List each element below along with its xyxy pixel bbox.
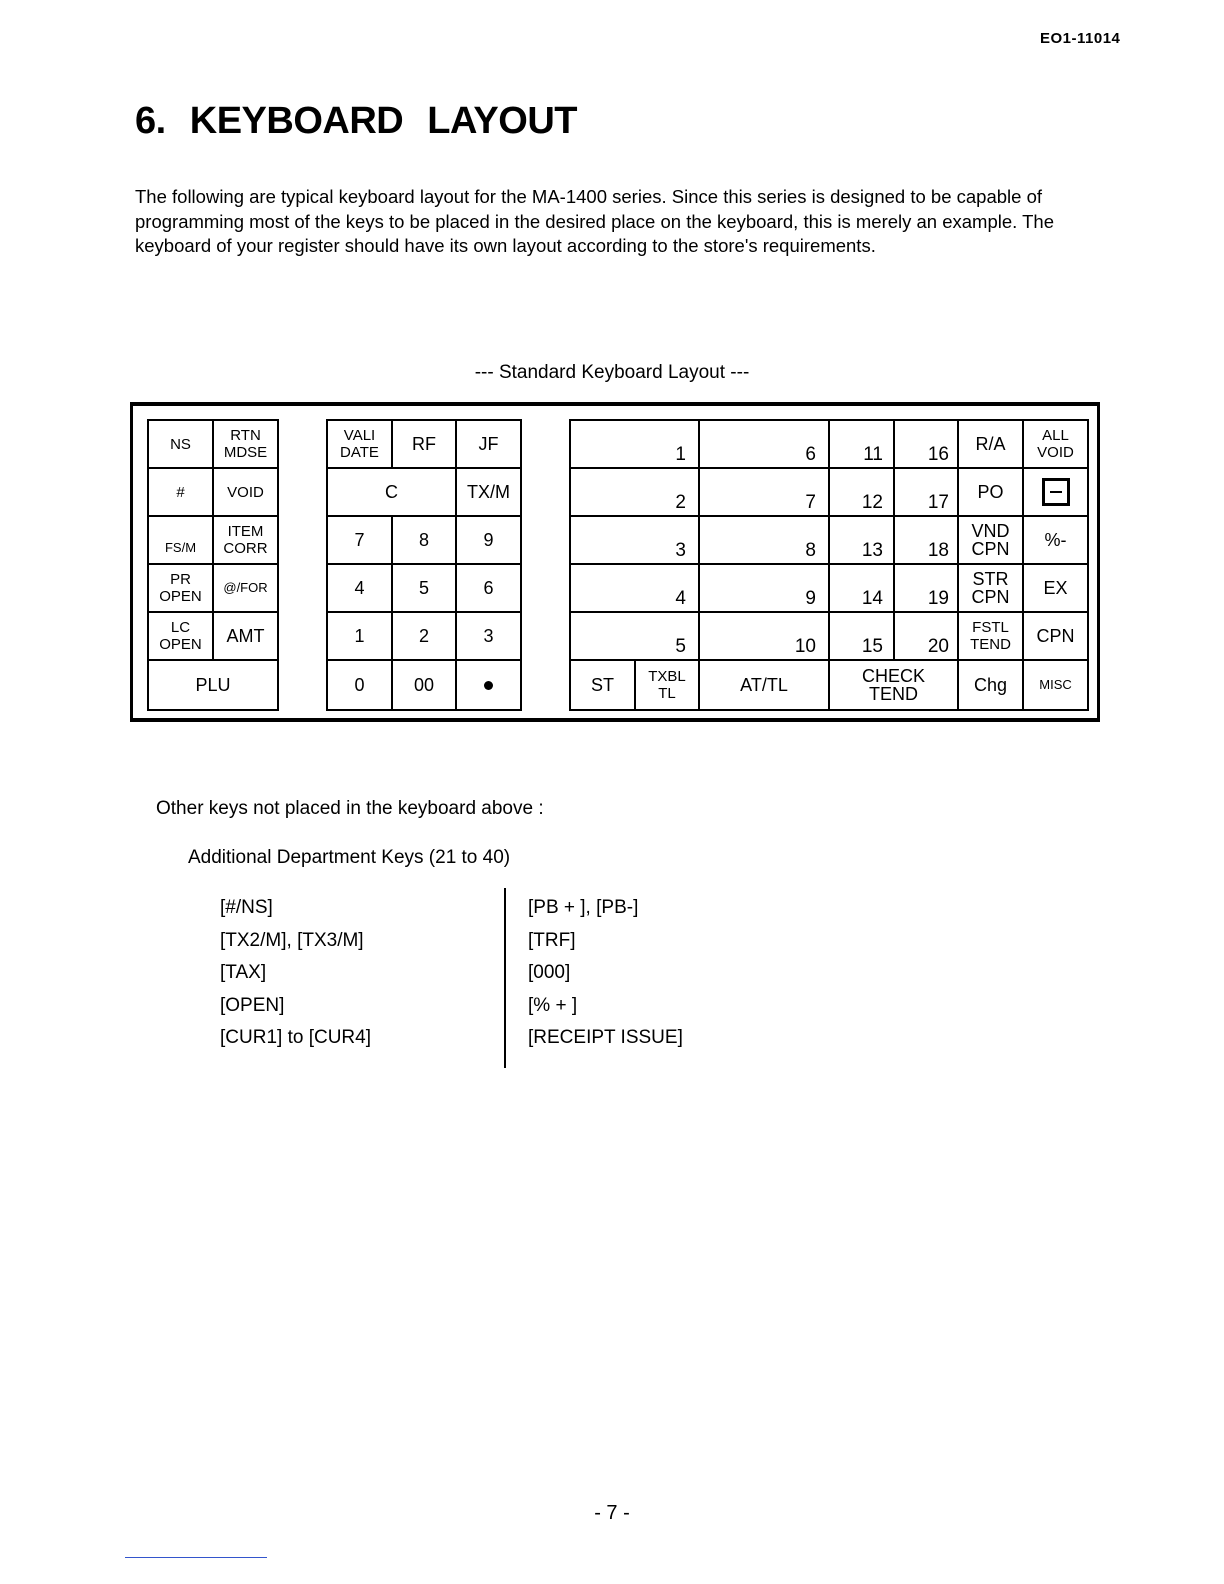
key-label: 14 <box>861 588 883 609</box>
dept-key-4[interactable] <box>569 563 700 613</box>
key-8[interactable] <box>391 515 457 565</box>
dept-key-9[interactable] <box>698 563 830 613</box>
key-00[interactable] <box>391 659 457 711</box>
key-fstl-tend[interactable] <box>957 611 1024 661</box>
key-label: 9 <box>805 588 816 609</box>
key-c[interactable] <box>326 467 457 517</box>
key-0[interactable] <box>326 659 393 711</box>
key-at-tl[interactable] <box>698 659 830 711</box>
key-vnd-cpn[interactable] <box>957 515 1024 565</box>
additional-dept-keys-label: Additional Department Keys (21 to 40) <box>188 847 511 868</box>
dept-key-11[interactable] <box>828 419 895 469</box>
key-label: 00 <box>413 675 435 695</box>
list-item: [RECEIPT ISSUE] <box>528 1027 683 1048</box>
key-label: 1 <box>675 444 686 465</box>
key-label: 4 <box>675 588 686 609</box>
other-keys-list-right <box>528 897 683 1060</box>
key-st[interactable] <box>569 659 636 711</box>
key-decimal-point[interactable] <box>455 659 522 711</box>
key-label: 19 <box>927 588 949 609</box>
key-label-line1: STR <box>972 569 1009 589</box>
key-label: 8 <box>805 540 816 561</box>
dept-key-18[interactable] <box>893 515 959 565</box>
key-label: MISC <box>1039 677 1072 692</box>
key-label: CPN <box>1036 626 1075 646</box>
list-item: [TX2/M], [TX3/M] <box>220 929 364 951</box>
key-label-line2: OPEN <box>159 636 202 653</box>
key-label-line1: ITEM <box>227 523 264 540</box>
dept-key-10[interactable] <box>698 611 830 661</box>
dept-key-1[interactable] <box>569 419 700 469</box>
key-label: JF <box>478 434 499 454</box>
key-label: EX <box>1043 578 1068 598</box>
key-po[interactable] <box>957 467 1024 517</box>
key-label-line1: TXBL <box>648 668 686 685</box>
key-label: 2 <box>675 492 686 513</box>
key-label: NS <box>170 435 191 453</box>
key-7[interactable] <box>326 515 393 565</box>
key-2[interactable] <box>391 611 457 661</box>
dept-key-13[interactable] <box>828 515 895 565</box>
key-label-line1: FSTL <box>972 619 1009 636</box>
list-item: [PB + ], [PB-] <box>528 897 639 918</box>
key-label: TX/M <box>467 482 510 502</box>
key-amt[interactable] <box>212 611 279 661</box>
dept-key-19[interactable] <box>893 563 959 613</box>
key-label: 9 <box>483 530 494 550</box>
key-label: 8 <box>418 530 429 550</box>
key-label-line2: DATE <box>340 444 379 461</box>
key-label: AMT <box>226 626 265 646</box>
key-label: 7 <box>354 530 365 550</box>
key-void[interactable] <box>212 467 279 517</box>
key-all-void[interactable] <box>1022 419 1089 469</box>
dept-key-15[interactable] <box>828 611 895 661</box>
key-4[interactable] <box>326 563 393 613</box>
list-item: [TAX] <box>220 962 267 983</box>
dept-key-6[interactable] <box>698 419 830 469</box>
key-label: 0 <box>354 675 365 695</box>
key-fsm[interactable] <box>147 515 214 565</box>
key-label: C <box>385 482 398 502</box>
key-label: PLU <box>195 675 231 695</box>
list-item: [000] <box>528 962 571 983</box>
footer-rule <box>125 1557 267 1558</box>
key-label: 3 <box>483 626 494 646</box>
key-label: VOID <box>227 483 264 501</box>
key-label: 5 <box>675 636 686 657</box>
key-ex[interactable] <box>1022 563 1089 613</box>
key-label-line1: ALL <box>1042 427 1069 444</box>
key-label-line2: OPEN <box>159 588 202 605</box>
key-label: 3 <box>675 540 686 561</box>
dept-key-5[interactable] <box>569 611 700 661</box>
key-label: 16 <box>927 444 949 465</box>
page-title: 6. KEYBOARD LAYOUT <box>135 100 577 142</box>
key-label: %- <box>1044 530 1067 550</box>
key-label-line2: TEND <box>869 684 918 704</box>
list-item: [TRF] <box>528 929 576 951</box>
key-label: ST <box>590 675 614 695</box>
key-item-corr[interactable] <box>212 515 279 565</box>
key-5[interactable] <box>391 563 457 613</box>
key-chg[interactable] <box>957 659 1024 711</box>
dept-key-17[interactable] <box>893 467 959 517</box>
key-ra[interactable] <box>957 419 1024 469</box>
key-label: 17 <box>927 492 949 513</box>
key-label-line2: TL <box>658 685 676 702</box>
key-label: 2 <box>418 626 429 646</box>
key-9[interactable] <box>455 515 522 565</box>
key-label-line1: LC <box>170 619 191 636</box>
key-label-line2: TEND <box>970 636 1011 653</box>
key-label-line2: CPN <box>971 587 1010 607</box>
key-label: 11 <box>863 444 883 465</box>
list-item: [#/NS] <box>220 897 273 918</box>
key-label: 13 <box>861 540 883 561</box>
key-label-line2: VOID <box>1037 444 1074 461</box>
key-label-line1: VALI <box>343 427 376 444</box>
key-6[interactable] <box>455 563 522 613</box>
key-label: 6 <box>805 444 816 465</box>
list-item: [CUR1] to [CUR4] <box>220 1027 371 1048</box>
key-label: 5 <box>418 578 429 598</box>
keyboard-caption: --- Standard Keyboard Layout --- <box>474 362 750 383</box>
key-at-for[interactable] <box>212 563 279 613</box>
list-item: [% + ] <box>528 994 578 1016</box>
key-label: 15 <box>861 636 883 657</box>
key-label-line1: PR <box>170 571 191 588</box>
key-plu[interactable] <box>147 659 279 711</box>
key-label-line1: CHECK <box>861 666 925 686</box>
key-hash[interactable] <box>147 467 214 517</box>
key-label: 20 <box>927 636 949 657</box>
key-txbl-tl[interactable] <box>634 659 700 711</box>
dept-key-16[interactable] <box>893 419 959 469</box>
bullet-dot-icon <box>484 681 493 690</box>
key-label: AT/TL <box>740 675 788 695</box>
intro-paragraph: The following are typical keyboard layout for the MA-1400 series. Since this series is designed to be capable of programming most of the keys to be placed in the desired place on the keyboard, this is merely an example. The keyboard of your register should have its own layout according to the store's requirements. <box>135 186 1054 256</box>
key-label-line2: MDSE <box>223 444 268 461</box>
key-rtn-mdse[interactable] <box>212 419 279 469</box>
minus-box-icon <box>1042 478 1070 506</box>
dept-key-2[interactable] <box>569 467 700 517</box>
key-ns[interactable] <box>147 419 214 469</box>
key-label-line1: RTN <box>230 427 261 444</box>
key-label: 10 <box>794 636 816 657</box>
key-label: @/FOR <box>223 580 268 595</box>
key-1[interactable] <box>326 611 393 661</box>
key-label: 7 <box>805 492 816 513</box>
key-jf[interactable] <box>455 419 522 469</box>
key-label: 6 <box>483 578 494 598</box>
key-txm[interactable] <box>455 467 522 517</box>
document-id: EO1-11014 <box>1040 30 1121 47</box>
key-label: 4 <box>354 578 365 598</box>
dept-key-7[interactable] <box>698 467 830 517</box>
key-misc[interactable] <box>1022 659 1089 711</box>
other-keys-label: Other keys not placed in the keyboard above : <box>156 798 544 819</box>
key-label: RF <box>412 434 436 454</box>
key-3[interactable] <box>455 611 522 661</box>
key-cpn[interactable] <box>1022 611 1089 661</box>
key-str-cpn[interactable] <box>957 563 1024 613</box>
key-label: R/A <box>975 434 1006 454</box>
list-item: [OPEN] <box>220 994 285 1016</box>
key-pr-open[interactable] <box>147 563 214 613</box>
dept-key-20[interactable] <box>893 611 959 661</box>
dept-key-12[interactable] <box>828 467 895 517</box>
key-label: 18 <box>927 540 949 561</box>
dept-key-3[interactable] <box>569 515 700 565</box>
key-label-line2: CORR <box>223 540 268 557</box>
key-label: Chg <box>973 675 1008 695</box>
key-label: 1 <box>354 626 365 646</box>
dept-key-14[interactable] <box>828 563 895 613</box>
key-label: # <box>176 483 185 501</box>
key-label-line2: CPN <box>971 539 1010 559</box>
key-lc-open[interactable] <box>147 611 214 661</box>
key-label: 12 <box>861 492 883 513</box>
key-label-line1: VND <box>971 521 1010 541</box>
other-keys-list-left <box>220 897 371 1060</box>
key-label: PO <box>977 482 1004 502</box>
key-rf[interactable] <box>391 419 457 469</box>
page-number: - 7 - <box>594 1502 630 1524</box>
key-minus[interactable] <box>1022 467 1089 517</box>
dept-key-8[interactable] <box>698 515 830 565</box>
key-vali-date[interactable] <box>326 419 393 469</box>
column-divider <box>504 888 506 1068</box>
key-label: FS/M <box>164 540 197 555</box>
key-check-tend[interactable] <box>828 659 959 711</box>
key-percent-minus[interactable] <box>1022 515 1089 565</box>
